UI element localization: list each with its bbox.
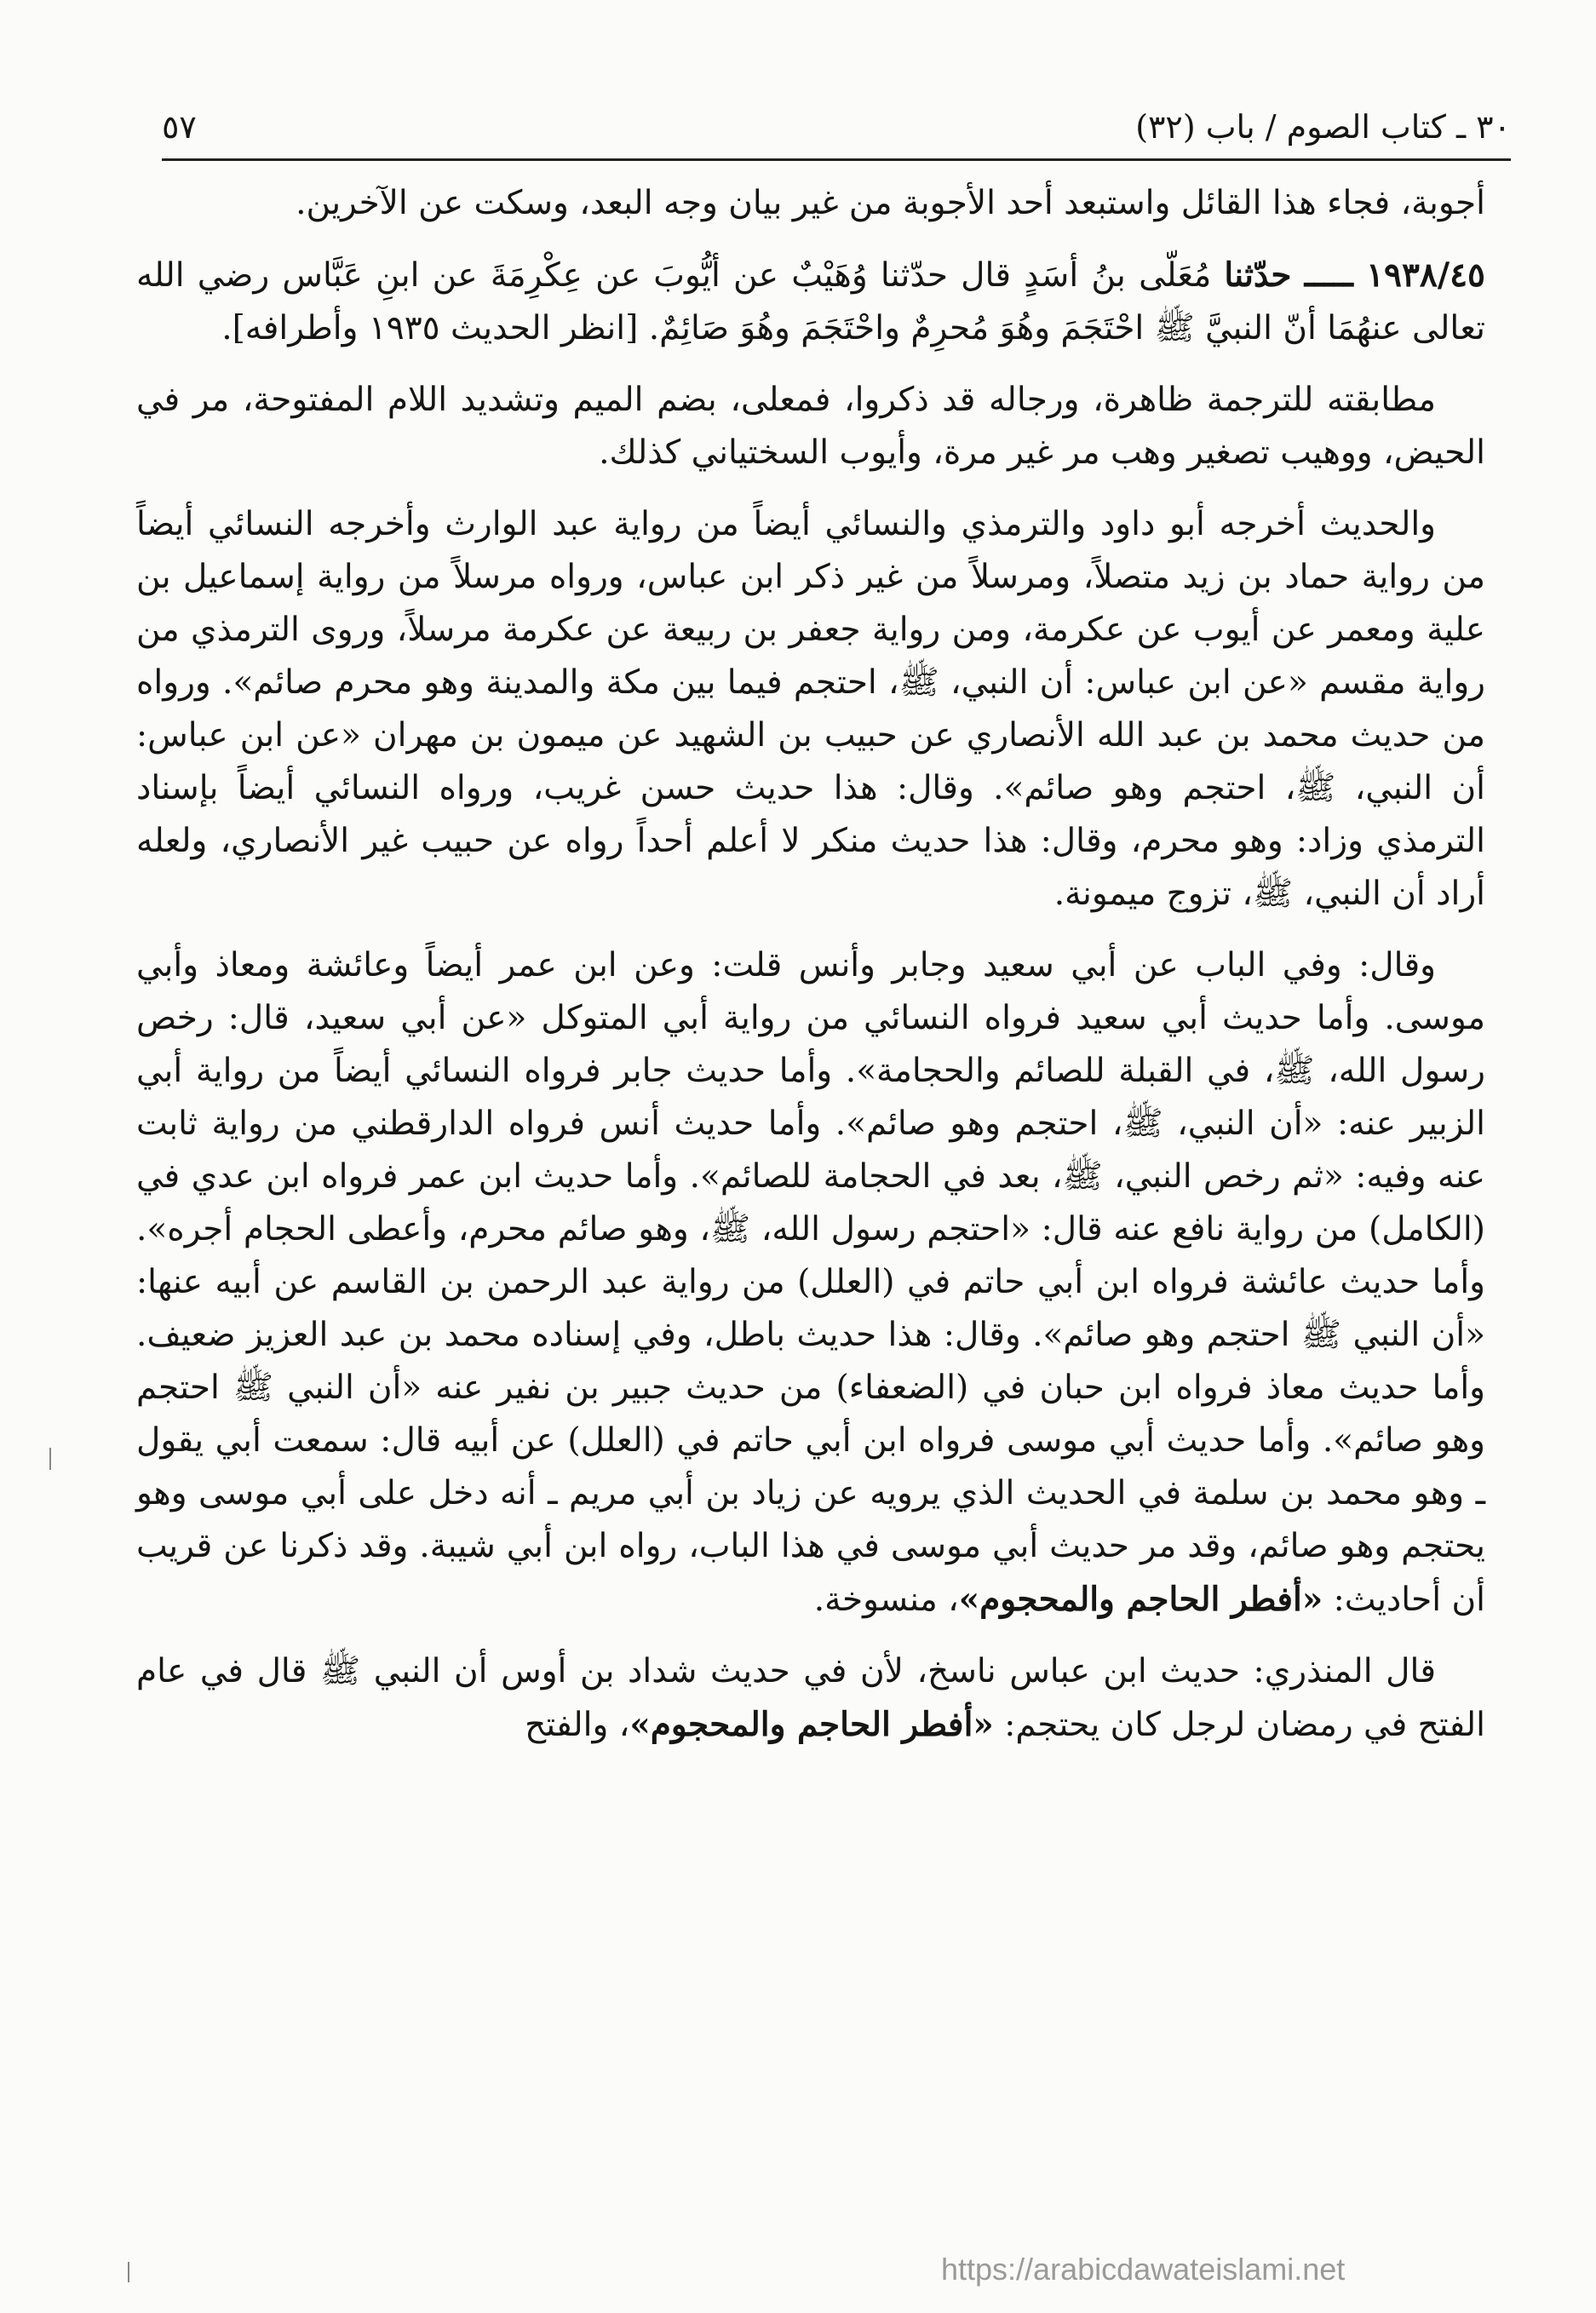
- hadith-text: مُعَلّى بنُ أسَدٍ قال حدّثنا وُهَيْبٌ عن أيُّوبَ عن عِكْرِمَةَ عن ابنِ عَبَّاس رضي الله تعالى عنهُمَا أنّ النبيَّ ﷺ احْتَجَمَ وهُوَ مُحرِمٌ واحْتَجَمَ وهُوَ صَائِمٌ. [انظر الحديث ١٩٣٥ وأطرافه].: [136, 256, 1485, 347]
- scan-margin-mark: [128, 2262, 129, 2282]
- paragraph-text: مطابقته للترجمة ظاهرة، ورجاله قد ذكروا، فمعلى، بضم الميم وتشديد اللام المفتوحة، مر في الحيض، ووهيب تصغير وهب مر غير مرة، وأيوب السختياني كذلك.: [136, 381, 1485, 472]
- paragraph-text: والحديث أخرجه أبو داود والترمذي والنسائي أيضاً من رواية عبد الوارث وأخرجه النسائي أيضاً من رواية حماد بن زيد متصلاً، ومرسلاً من غير ذكر ابن عباس، ورواه مرسلاً من رواية إسماعيل بن علية ومعمر عن أيوب عن عكرمة، ومن رواية جعفر بن ربيعة عن عكرمة مرسلاً، وروى الترمذي من رواية مقسم «عن ابن عباس: أن النبي، ﷺ، احتجم فيما بين مكة والمدينة وهو محرم صائم». ورواه من حديث محمد بن عبد الله الأنصاري عن حبيب بن الشهيد عن ميمون بن مهران «عن ابن عباس: أن النبي، ﷺ، احتجم وهو صائم». وقال: هذا حديث حسن غريب، ورواه النسائي أيضاً بإسناد الترمذي وزاد: وهو محرم، وقال: هذا حديث منكر لا أعلم أحداً رواه عن حبيب غير الأنصاري، ولعله أراد أن النبي، ﷺ، تزوج ميمونة.: [136, 505, 1485, 913]
- scan-margin-mark: [49, 1448, 51, 1470]
- paragraph-text: وقال: وفي الباب عن أبي سعيد وجابر وأنس قلت: وعن ابن عمر أيضاً وعائشة ومعاذ وأبي موسى. وأما حديث أبي سعيد فرواه النسائي من رواية أبي المتوكل «عن أبي سعيد، قال: رخص رسول الله، ﷺ، في القبلة للصائم والحجامة». وأما حديث جابر فرواه النسائي أيضاً من رواية أبي الزبير عنه: «أن النبي، ﷺ، احتجم وهو صائم». وأما حديث أنس فرواه الدارقطني من رواية ثابت عنه وفيه: «ثم رخص النبي، ﷺ، بعد في الحجامة للصائم». وأما حديث ابن عمر فرواه ابن عدي في (الكامل) من رواية نافع عنه قال: «احتجم رسول الله، ﷺ، وهو صائم محرم، وأعطى الحجام أجره». وأما حديث عائشة فرواه ابن أبي حاتم في (العلل) من رواية عبد الرحمن بن القاسم عن أبيه عنها: «أن النبي ﷺ احتجم وهو صائم». وقال: هذا حديث باطل، وفي إسناده محمد بن عبد العزيز ضعيف. وأما حديث معاذ فرواه ابن حبان في (الضعفاء) من حديث جبير بن نفير عنه «أن النبي ﷺ احتجم وهو صائم». وأما حديث أبي موسى فرواه ابن أبي حاتم في (العلل) عن أبيه قال: سمعت أبي يقول ـ وهو محمد بن سلمة في الحديث الذي يرويه عن زياد بن أبي مريم ـ أنه دخل على أبي موسى وهو يحتجم وهو صائم، وقد مر حديث أبي موسى في هذا الباب، رواه ابن أبي شيبة. وقد ذكرنا عن قريب أن أحاديث:: [136, 946, 1486, 1619]
- hadith-number: ١٩٣٨/٤٥: [1366, 255, 1485, 295]
- hadith-entry: [136, 249, 1485, 355]
- body-text: [136, 177, 1485, 1771]
- paragraph-text: قال المنذري: حديث ابن عباس ناسخ، لأن في حديث شداد بن أوس أن النبي ﷺ قال في عام الفتح في رمضان لرجل كان يحتجم:: [136, 1652, 1485, 1744]
- commentary-paragraph: [136, 498, 1485, 921]
- bold-quote: «أفطر الحاجم والمحجوم»: [629, 1705, 994, 1744]
- commentary-paragraph: [136, 939, 1485, 1627]
- commentary-paragraph: [136, 1645, 1485, 1752]
- paragraph-tail: ، والفتح: [525, 1706, 630, 1744]
- watermark-url: https://arabicdawateislami.net: [941, 2252, 1346, 2287]
- paragraph-tail: ، منسوخة.: [813, 1581, 959, 1619]
- chapter-title: ٣٠ ـ كتاب الصوم / باب (٣٢): [1135, 108, 1511, 146]
- bold-quote: «أفطر الحاجم والمحجوم»: [958, 1580, 1323, 1619]
- paragraph-text: أجوبة، فجاء هذا القائل واستبعد أحد الأجوبة من غير بيان وجه البعد، وسكت عن الآخرين.: [296, 184, 1485, 222]
- hadith-lead: حدّثنا: [1224, 255, 1292, 295]
- running-head: [162, 100, 1511, 153]
- page-number: ٥٧: [162, 108, 197, 146]
- paragraph-continuation: [136, 177, 1485, 230]
- header-rule: [162, 158, 1511, 161]
- commentary-paragraph: [136, 374, 1485, 479]
- hadith-dash: ـــــ: [1304, 255, 1353, 295]
